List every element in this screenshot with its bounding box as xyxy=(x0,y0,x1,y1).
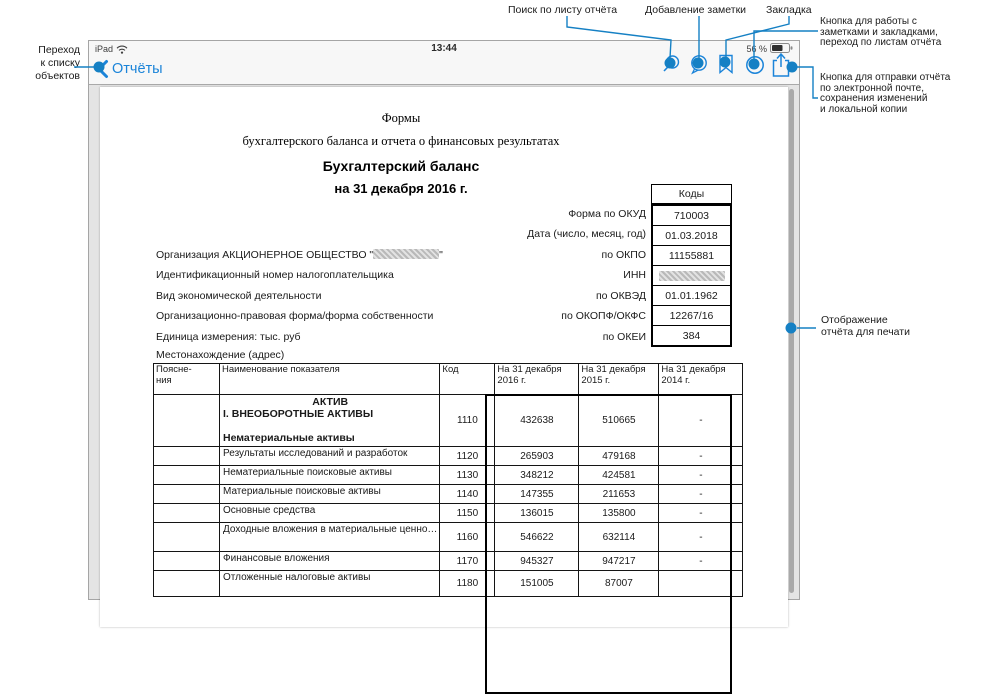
code-cell: 1140 xyxy=(440,485,495,504)
value-cell: 510665 xyxy=(579,395,659,447)
explanation-cell xyxy=(154,485,220,504)
address-line: Местонахождение (адрес) xyxy=(156,349,285,361)
share-button[interactable] xyxy=(769,52,793,78)
code-cell: 1180 xyxy=(440,571,495,597)
value-cell: 546622 xyxy=(495,523,579,552)
column-header: Поясне- ния xyxy=(154,364,220,395)
search-button[interactable] xyxy=(660,53,682,75)
code-cell: 1110 xyxy=(440,395,495,447)
report-title: Бухгалтерский баланс xyxy=(322,158,480,174)
table-row xyxy=(154,395,743,447)
column-header: На 31 декабря 2014 г. xyxy=(659,364,743,395)
field-label: Дата (число, месяц, год) xyxy=(527,228,646,240)
table-row xyxy=(154,523,743,552)
table-row xyxy=(154,447,743,466)
value-cell: 424581 xyxy=(579,466,659,485)
code-value-cell: 384 xyxy=(653,325,730,345)
value-cell: 632114 xyxy=(579,523,659,552)
value-cell: 348212 xyxy=(495,466,579,485)
column-header: На 31 декабря 2016 г. xyxy=(495,364,579,395)
indicator-name-cell: Финансовые вложения xyxy=(220,552,440,571)
indicator-name-cell: Результаты исследований и разработок xyxy=(220,447,440,466)
annotation-line: заметками и закладками, xyxy=(820,26,938,38)
annotation-line: переход по листам отчёта xyxy=(820,37,942,49)
annotation-print-label xyxy=(821,314,910,338)
field-label: ИНН xyxy=(623,269,646,281)
value-cell: 151005 xyxy=(495,571,579,597)
value-cell: 87007 xyxy=(579,571,659,597)
clock: 13:44 xyxy=(431,43,457,54)
indicator-name-cell: Основные средства xyxy=(220,504,440,523)
field-left-text: Единица измерения: тыс. руб xyxy=(156,331,301,343)
column-header: Код xyxy=(440,364,495,395)
code-value-cell: 01.01.1962 xyxy=(653,285,730,305)
value-cell: 945327 xyxy=(495,552,579,571)
value-cell: 265903 xyxy=(495,447,579,466)
bookmark-button[interactable] xyxy=(715,53,737,75)
table-row xyxy=(154,485,743,504)
explanation-cell xyxy=(154,523,220,552)
annotation-add-note-label: Добавление заметки xyxy=(645,4,747,16)
value-cell xyxy=(659,571,743,597)
report-date: на 31 декабря 2016 г. xyxy=(334,181,468,196)
code-cell: 1170 xyxy=(440,552,495,571)
table-row xyxy=(154,466,743,485)
annotation-line: Кнопка для отправки отчёта xyxy=(820,72,951,83)
code-cell: 1160 xyxy=(440,523,495,552)
value-cell: 147355 xyxy=(495,485,579,504)
annotation-line: объектов xyxy=(35,70,80,82)
callout-line-share xyxy=(797,67,818,98)
value-cell: 432638 xyxy=(495,395,579,447)
value-cell: - xyxy=(659,523,743,552)
field-left-text: Организационно-правовая форма/форма собственности xyxy=(156,310,434,322)
field-label: по ОКОПФ/ОКФС xyxy=(561,310,646,322)
battery-percent: 56 % xyxy=(746,43,767,54)
sheets-icon xyxy=(744,54,766,76)
field-label: по ОКЕИ xyxy=(602,331,646,343)
field-label: по ОКПО xyxy=(601,249,646,261)
value-cell: - xyxy=(659,395,743,447)
annotation-line: отчёта для печати xyxy=(821,326,910,338)
annotation-line: по электронной почте, xyxy=(820,82,924,94)
field-label: по ОКВЭД xyxy=(595,290,646,302)
codes-header-cell: Коды xyxy=(651,184,732,204)
annotation-line: Переход xyxy=(38,44,80,56)
group-title-line: АКТИВ xyxy=(312,396,349,408)
table-row xyxy=(154,571,743,597)
indicator-name-cell xyxy=(220,395,440,447)
field-left-text: Организация АКЦИОНЕРНОЕ ОБЩЕСТВО " " xyxy=(156,249,443,261)
field-left-text: Идентификационный номер налогоплательщика xyxy=(156,269,394,281)
explanation-cell xyxy=(154,466,220,485)
balance-table xyxy=(153,363,743,597)
annotation-bookmark-label: Закладка xyxy=(766,4,812,16)
code-cell: 1120 xyxy=(440,447,495,466)
indicator-name-cell: Материальные поисковые активы xyxy=(220,485,440,504)
code-value-cell: 01.03.2018 xyxy=(653,225,730,245)
add-note-button[interactable] xyxy=(688,53,710,75)
code-cell: 1130 xyxy=(440,466,495,485)
explanation-cell xyxy=(154,571,220,597)
ipad-frame xyxy=(88,40,800,600)
annotation-line: Отображение xyxy=(821,314,888,326)
indicator-name-cell: Доходные вложения в материальные ценно… xyxy=(220,523,440,552)
code-value-cell: 710003 xyxy=(673,209,710,222)
annotation-line: и локальной копии xyxy=(820,103,908,115)
annotation-line: Кнопка для работы с xyxy=(820,16,917,27)
group-title-line: Нематериальные активы xyxy=(223,432,355,444)
vertical-scrollbar[interactable] xyxy=(789,89,794,593)
device-label: iPad xyxy=(95,44,114,54)
form-title-line2: бухгалтерского баланса и отчета о финансовых результатах xyxy=(242,134,560,148)
notes-bookmarks-nav-button[interactable] xyxy=(744,54,766,76)
explanation-cell xyxy=(154,395,220,447)
indicator-name-cell: Отложенные налоговые активы xyxy=(220,571,440,597)
value-cell: - xyxy=(659,552,743,571)
table-header-row xyxy=(154,364,743,395)
explanation-cell xyxy=(154,447,220,466)
annotation-notes-nav-label xyxy=(820,17,941,49)
share-icon xyxy=(769,52,793,78)
back-button[interactable] xyxy=(97,60,163,78)
report-page xyxy=(100,87,788,627)
code-value-cell xyxy=(653,265,730,285)
search-icon xyxy=(660,53,682,75)
redacted-value xyxy=(659,271,725,281)
bookmark-icon xyxy=(715,53,737,75)
annotation-search-label: Поиск по листу отчёта xyxy=(508,4,618,16)
report-content-area[interactable] xyxy=(89,85,799,599)
value-cell: 211653 xyxy=(579,485,659,504)
value-cell: 479168 xyxy=(579,447,659,466)
back-chevron-icon xyxy=(97,60,108,78)
value-cell: 135800 xyxy=(579,504,659,523)
code-cell: 1150 xyxy=(440,504,495,523)
table-row xyxy=(154,552,743,571)
annotation-share-label xyxy=(820,73,950,115)
explanation-cell xyxy=(154,504,220,523)
note-icon xyxy=(688,53,710,75)
value-cell: - xyxy=(659,504,743,523)
redacted-text xyxy=(373,249,439,259)
column-header: На 31 декабря 2015 г. xyxy=(579,364,659,395)
value-cell: - xyxy=(659,466,743,485)
code-value-cell: 11155881 xyxy=(653,245,730,265)
field-left-text: Вид экономической деятельности xyxy=(156,290,322,302)
codes-box xyxy=(651,204,732,347)
value-cell: - xyxy=(659,485,743,504)
code-value-cell: 12267/16 xyxy=(653,305,730,325)
table-row xyxy=(154,504,743,523)
annotation-back-label xyxy=(8,44,80,83)
annotation-line: сохранения изменений xyxy=(820,93,928,105)
value-cell: - xyxy=(659,447,743,466)
explanation-cell xyxy=(154,552,220,571)
column-header: Наименование показателя xyxy=(220,364,440,395)
form-title-line1: Формы xyxy=(381,111,421,125)
group-title-line: I. ВНЕОБОРОТНЫЕ АКТИВЫ xyxy=(223,408,374,420)
value-cell: 136015 xyxy=(495,504,579,523)
annotation-line: к списку xyxy=(40,57,80,69)
indicator-name-cell: Нематериальные поисковые активы xyxy=(220,466,440,485)
value-cell: 947217 xyxy=(579,552,659,571)
status-and-nav-bar xyxy=(89,41,799,85)
field-label: Форма по ОКУД xyxy=(568,208,646,220)
back-button-label: Отчёты xyxy=(112,61,163,77)
